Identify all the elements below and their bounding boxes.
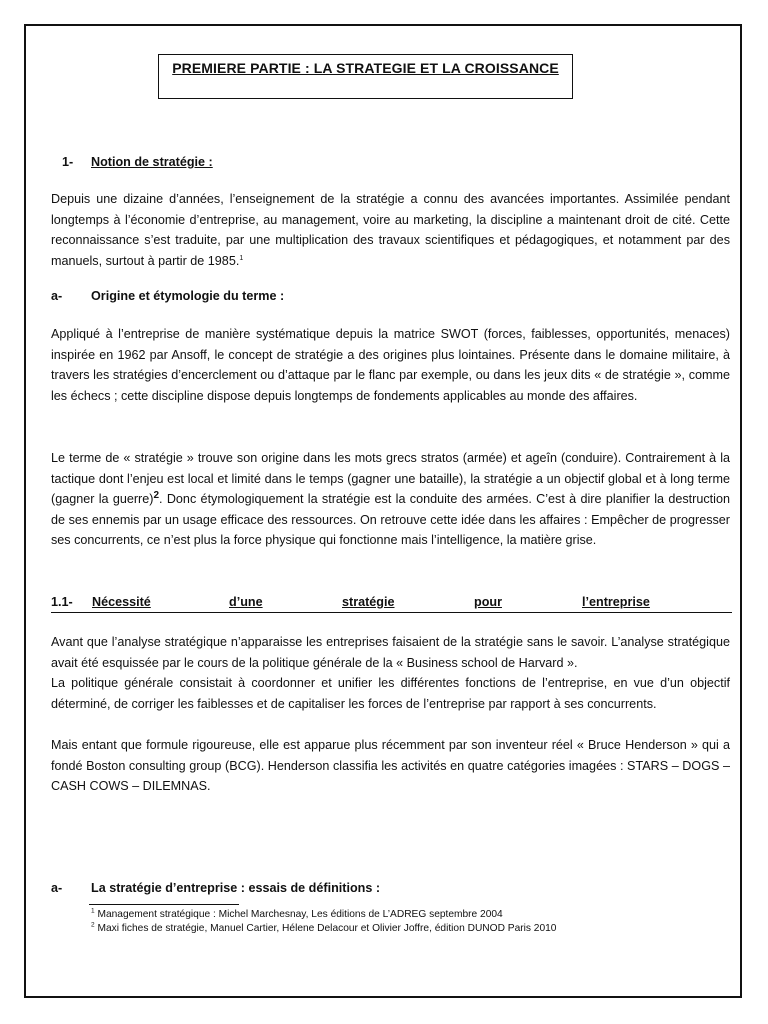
section-1-1-number: 1.1- [51, 595, 73, 609]
footnote-separator [89, 904, 239, 905]
subsection-a2-letter: a- [51, 881, 63, 895]
paragraph-4: Avant que l’analyse stratégique n’apparaisse les entreprises faisaient de la stratégie sans le savoir. L’analyse stratégique avait été esquissée par le cours de la politique générale de la « Business school de Harvard ». [51, 635, 730, 670]
paragraph-1 [51, 189, 730, 271]
footnote-ref-1: 1 [239, 254, 244, 262]
footnote-2 [91, 922, 556, 935]
paragraph-1-text: Depuis une dizaine d’années, l’enseignement de la stratégie a connu des avancées importantes. Assimilée pendant longtemps à l’économie d’entreprise, au management, voire au marketing, la discipline a maintenant droit de cité. Cette reconnaissance s’est traduite, par une multiplication des travaux scientifiques et pédagogiques, et notamment par des manuels, surtout à partir de 1985. [51, 192, 730, 268]
title-box [158, 54, 573, 99]
subsection-a-letter: a- [51, 289, 63, 303]
subsection-a-title: Origine et étymologie du terme : [91, 289, 285, 303]
section-1-1-word-5: l’entreprise [582, 595, 650, 609]
footnote-2-number: 2 [91, 921, 95, 929]
paragraph-6: Mais entant que formule rigoureuse, elle est apparue plus récemment par son inventeur réel « Bruce Henderson » qui a fondé Boston consulting group (BCG). Henderson classifia les activités en quatre catégories imagées : STARS – DOGS – CASH COWS – DILEMNAS. [51, 738, 730, 794]
section-1-1-word-4: pour [474, 595, 502, 609]
section-1-1-word-2: d’une [229, 595, 263, 609]
paragraph-2: Appliqué à l’entreprise de manière systématique depuis la matrice SWOT (forces, faiblesses, opportunités, menaces) inspirée en 1962 par Ansoff, le concept de stratégie a des origines plus lointaines. Présente dans le domaine militaire, à travers les stratégies d’encerclement ou d’attaque par le flanc par exemple, ou dans les jeux dits « de stratégie », comme les échecs ; cette discipline dispose depuis longtemps de fondements applicables au monde des affaires. [51, 327, 730, 403]
paragraph-3-text-b: . Donc étymologiquement la stratégie est la conduite des armées. C’est à dire planifier la destruction de ses ennemis par un usage efficace des ressources. On retrouve cette idée dans les affaires : Empêcher de progresser ses concurrents, ce n’est plus la force physique qui fonctionne mais l’intelligence, la matière grise. [51, 492, 730, 548]
paragraph-3-text-a: Le terme de « stratégie » trouve son origine dans les mots grecs stratos (armée) et ageîn (conduire). Contrairement à la tactique dont l’enjeu est local et limité dans le temps (gagner une bataille), la stratégie a un objectif global et à long terme (gagner la guerre) [51, 451, 730, 507]
section-1-number: 1- [62, 155, 74, 169]
section-1-1-heading [51, 594, 732, 613]
footnote-2-text: Maxi fiches de stratégie, Manuel Cartier, Hélene Delacour et Olivier Joffre, édition DUNOD Paris 2010 [94, 923, 557, 934]
paragraph-5: La politique générale consistait à coordonner et unifier les différentes fonctions de l’entreprise, en vue d’un objectif déterminé, de corriger les faiblesses et de capitaliser les forces de l’entreprise par rapport à ses concurrents. [51, 676, 730, 711]
section-1-1-word-3: stratégie [342, 595, 395, 609]
section-1-title: Notion de stratégie : [91, 155, 213, 169]
section-1-1-word-1: Nécessité [92, 595, 151, 609]
footnote-ref-2: 2 [153, 490, 160, 501]
footnote-1 [91, 908, 503, 921]
paragraph-3 [51, 448, 730, 551]
subsection-a2-title: La stratégie d’entreprise : essais de définitions : [91, 881, 381, 895]
footnote-1-text: Management stratégique : Michel Marchesnay, Les éditions de L’ADREG septembre 2004 [94, 909, 503, 920]
page-title: PREMIERE PARTIE : LA STRATEGIE ET LA CROISSANCE [172, 60, 559, 76]
footnote-1-number: 1 [91, 907, 95, 915]
